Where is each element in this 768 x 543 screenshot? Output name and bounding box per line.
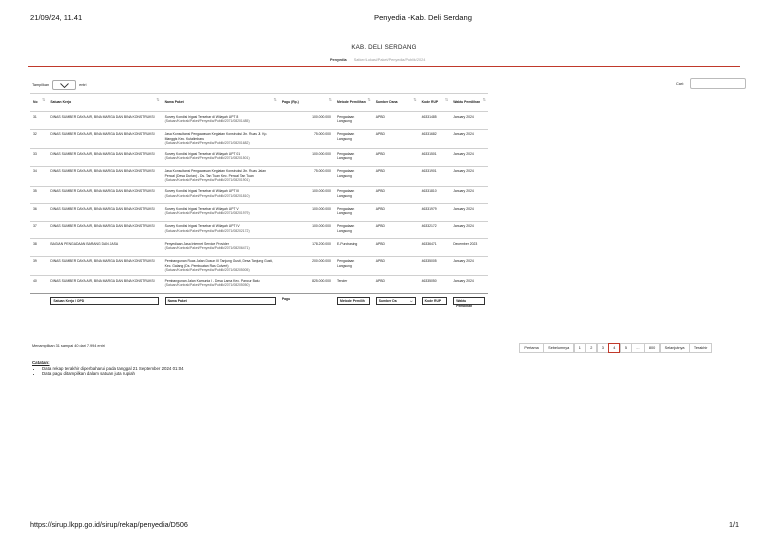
cell-metode	[334, 166, 373, 186]
cell-waktu	[450, 256, 488, 276]
sort-icon: ⇅	[413, 97, 417, 102]
cell-sumber	[373, 276, 419, 294]
package-path: (Satuan/Kontrak/Paket/Penyedia/Publik/2071/08201901)	[164, 178, 250, 183]
cell-no	[30, 276, 47, 294]
package-path: (Satuan/Kontrak/Paket/Penyedia/Publik/2071/08205050)	[164, 283, 250, 288]
cell-metode	[334, 239, 373, 257]
filter-label: Kode RUP	[424, 299, 442, 304]
cell-text[interactable]: Pembangunan Ruas Jalan Dusun III Tanjung Gusti, Desa Tanjung Gusti, Kec. Galang (Ds. Pembuatan Ras Culvert)	[164, 259, 274, 268]
filter-input[interactable]	[282, 297, 290, 301]
cell-metode	[334, 221, 373, 239]
filter-cell	[279, 293, 334, 308]
cell-text[interactable]: Survey Kondisi Irigasi Tersebar di Wilayah UPT 01	[164, 151, 241, 156]
cell-text: APBD	[375, 132, 385, 136]
filter-input[interactable]	[337, 297, 370, 305]
cell-text: 100.000.000	[312, 114, 331, 119]
page-button[interactable]: Pertama	[519, 343, 543, 353]
cell-text: 46331682	[421, 132, 437, 136]
column-header-label: Kode RUP	[421, 100, 439, 105]
cell-paket	[162, 129, 279, 149]
cell-text: 46335005	[421, 259, 437, 264]
cell-text: 34	[33, 169, 37, 174]
cell-text: APBD	[375, 151, 385, 156]
column-header-label: Sumber Dana	[375, 100, 398, 105]
page-button[interactable]: 1	[574, 343, 586, 353]
filter-cell	[162, 293, 279, 308]
column-header[interactable]	[334, 94, 373, 112]
cell-pagu	[279, 221, 334, 239]
breadcrumb	[330, 58, 425, 62]
cell-satker	[47, 186, 161, 204]
filter-cell	[47, 293, 161, 308]
cell-text: DINAS SUMBER DAYA AIR, BINA MARGA DAN BINA KONSTRUKSI	[50, 224, 155, 229]
cell-text: 46336471	[421, 241, 437, 246]
column-header-label: Satuan Kerja	[50, 100, 72, 105]
package-path: (Satuan/Kontrak/Paket/Penyedia/Publik/2071/08201979)	[164, 211, 250, 216]
cell-text: 46331979	[421, 206, 437, 211]
column-header-label: No	[33, 100, 38, 105]
table-info: Menampilkan 31 sampai 40 dari 7.994 entri	[32, 344, 105, 348]
cell-pagu	[279, 276, 334, 294]
package-path: (Satuan/Kontrak/Paket/Penyedia/Publik/2071/08201501)	[164, 156, 250, 161]
breadcrumb-path: Satker/Lokasi/Paket/Penyedia/Publik/2024	[353, 58, 426, 62]
print-url: https://sirup.lkpp.go.id/sirup/rekap/penyedia/D506	[30, 520, 188, 529]
cell-text: 178.200.000	[312, 241, 331, 246]
chevron-down-icon: ⌵	[410, 299, 413, 304]
cell-text: APBD	[375, 189, 385, 194]
cell-text: 35	[33, 189, 37, 194]
cell-text: DINAS SUMBER DAYA AIR, BINA MARGA DAN BINA KONSTRUKSI	[50, 259, 155, 264]
chevron-down-icon	[60, 83, 69, 88]
filter-input[interactable]	[422, 297, 448, 305]
length-control	[32, 80, 86, 90]
cell-pagu	[279, 149, 334, 167]
column-header[interactable]	[279, 94, 334, 112]
cell-no	[30, 186, 47, 204]
cell-kode	[419, 256, 451, 276]
page-button[interactable]: Terakhir	[689, 343, 713, 353]
cell-text: January 2024	[453, 169, 474, 174]
table-row	[30, 129, 488, 149]
table-row	[30, 221, 488, 239]
cell-satker	[47, 166, 161, 186]
column-header[interactable]	[450, 94, 488, 112]
cell-satker	[47, 239, 161, 257]
cell-waktu	[450, 186, 488, 204]
cell-text: January 2024	[453, 151, 474, 156]
cell-sumber	[373, 129, 419, 149]
cell-no	[30, 221, 47, 239]
table-row	[30, 204, 488, 222]
cell-text: 38	[33, 241, 37, 246]
entries-label: entri	[79, 83, 87, 87]
cell-text: Pengadaan Langsung	[336, 114, 355, 124]
cell-text[interactable]: Jasa Konsultansi Pengawasan Kegiatan Konstruksi Jln. Ruas Jalan Pencal (Desa Durian) - Ds. Tan Tuan Kec. Pencal Tan Tuan	[164, 169, 266, 178]
sort-icon: ⇅	[482, 97, 486, 102]
cell-metode	[334, 129, 373, 149]
show-label: Tampilkan	[32, 83, 50, 87]
cell-text[interactable]: Survey Kondisi Irigasi Tersebar di Wilayah UPT III	[164, 189, 240, 194]
cell-waktu	[450, 149, 488, 167]
cell-text: BAGIAN PENGADAAN BARANG DAN JASA	[50, 241, 119, 246]
cell-pagu	[279, 256, 334, 276]
column-header[interactable]	[47, 94, 161, 112]
column-header-label: Metode Pemilihan	[336, 100, 366, 105]
cell-text: December 2023	[453, 241, 478, 246]
cell-waktu	[450, 221, 488, 239]
notes	[32, 360, 184, 376]
cell-text: Pengadaan Langsung	[336, 169, 355, 178]
cell-text[interactable]: Pembangunan Jalan Kamunia I - Desa Lama Kec. Pancur Batu	[164, 278, 260, 283]
filter-cell	[334, 293, 373, 308]
cell-text[interactable]: Survey Kondisi Irigasi Tersebar di Wilayah UPT IV	[164, 224, 240, 229]
cell-waktu	[450, 204, 488, 222]
table-row	[30, 112, 488, 130]
cell-text: DINAS SUMBER DAYA AIR, BINA MARGA DAN BINA KONSTRUKSI	[50, 151, 155, 156]
cell-text: 46335050	[421, 278, 437, 283]
cell-text: APBD	[375, 224, 385, 229]
cell-text: January 2024	[453, 224, 474, 229]
table-row	[30, 256, 488, 276]
cell-text: DINAS SUMBER DAYA AIR, BINA MARGA DAN BINA KONSTRUKSI	[50, 169, 155, 174]
entries-select[interactable]	[52, 80, 76, 90]
search-label: Cari:	[676, 81, 685, 86]
cell-kode	[419, 239, 451, 257]
cell-sumber	[373, 186, 419, 204]
cell-text: 46331485	[421, 114, 437, 119]
sort-icon: ⇅	[328, 97, 332, 102]
cell-text: Pengadaan Langsung	[336, 132, 355, 141]
column-header-label: Nama Paket	[164, 100, 184, 105]
cell-text: 825.000.000	[312, 278, 331, 283]
cell-pagu	[279, 204, 334, 222]
cell-text: 46332172	[421, 224, 437, 229]
cell-text: APBD	[375, 169, 385, 174]
cell-metode	[334, 276, 373, 294]
package-path: (Satuan/Kontrak/Paket/Penyedia/Publik/2071/08206471)	[164, 246, 250, 251]
cell-text: APBD	[375, 278, 385, 283]
filter-label: Nama Paket	[167, 299, 187, 304]
cell-sumber	[373, 149, 419, 167]
filter-select[interactable]	[376, 297, 416, 305]
cell-no	[30, 112, 47, 130]
column-header[interactable]	[30, 94, 47, 112]
cell-text: APBD	[375, 259, 385, 264]
cell-text: 39	[33, 259, 37, 264]
cell-text: 100.000.000	[312, 206, 331, 211]
cell-metode	[334, 112, 373, 130]
cell-waktu	[450, 276, 488, 294]
cell-no	[30, 149, 47, 167]
cell-paket	[162, 204, 279, 222]
cell-waktu	[450, 239, 488, 257]
filter-cell	[450, 293, 488, 308]
cell-text: 75.000.000	[313, 169, 331, 174]
cell-text: APBD	[375, 206, 385, 211]
cell-text: DINAS SUMBER DAYA AIR, BINA MARGA DAN BINA KONSTRUKSI	[50, 114, 155, 119]
cell-paket	[162, 276, 279, 294]
filter-cell-empty	[30, 293, 47, 308]
cell-kode	[419, 129, 451, 149]
page-title: KAB. DELI SERDANG	[351, 44, 417, 51]
cell-paket	[162, 149, 279, 167]
cell-sumber	[373, 256, 419, 276]
cell-text: January 2024	[453, 206, 474, 211]
cell-satker	[47, 204, 161, 222]
cell-satker	[47, 149, 161, 167]
cell-text: Pengadaan Langsung	[336, 206, 355, 216]
cell-text: 36	[33, 206, 37, 211]
search-control	[676, 78, 746, 89]
cell-text[interactable]: Survey Kondisi Irigasi Tersebar di Wilayah UPT 8	[164, 114, 239, 119]
cell-text[interactable]: Survey Kondisi Irigasi Tersebar di Wilayah UPT V	[164, 206, 239, 211]
cell-text: 31	[33, 114, 37, 119]
note-item: • Data rekap terakhir diperbaharui pada tanggal 21 September 2024 01:04	[42, 366, 184, 371]
filter-input[interactable]	[165, 297, 276, 305]
cell-no	[30, 239, 47, 257]
print-page-title: Penyedia -Kab. Deli Serdang	[374, 13, 472, 22]
package-path: (Satuan/Kontrak/Paket/Penyedia/Publik/2071/08205005)	[164, 268, 250, 273]
column-header[interactable]	[162, 94, 279, 112]
cell-kode	[419, 149, 451, 167]
column-header[interactable]	[373, 94, 419, 112]
filter-label: Sumber Da	[378, 299, 397, 304]
print-datetime: 21/09/24, 11.41	[30, 13, 83, 22]
cell-text: 100.000.000	[312, 189, 331, 194]
cell-text: 46331501	[421, 151, 437, 156]
page-button[interactable]: 5	[620, 343, 632, 353]
data-table	[30, 93, 488, 308]
filter-label: Metode Pemilih	[339, 299, 365, 304]
cell-sumber	[373, 221, 419, 239]
cell-pagu	[279, 186, 334, 204]
column-header[interactable]	[419, 94, 451, 112]
cell-waktu	[450, 112, 488, 130]
cell-satker	[47, 256, 161, 276]
print-page-number: 1/1	[729, 520, 739, 529]
sort-icon: ⇅	[367, 97, 371, 102]
filter-input[interactable]	[50, 297, 158, 305]
page-button[interactable]: 2	[585, 343, 597, 353]
cell-pagu	[279, 129, 334, 149]
cell-text: 33	[33, 151, 37, 156]
cell-satker	[47, 112, 161, 130]
cell-text: January 2024	[453, 259, 474, 264]
page-button[interactable]: Sebelumnya	[543, 343, 574, 353]
column-header-label: Waktu Pemilihan	[453, 100, 481, 105]
search-input[interactable]	[690, 78, 746, 89]
sort-icon: ⇅	[444, 97, 449, 102]
cell-paket	[162, 256, 279, 276]
package-path: (Satuan/Kontrak/Paket/Penyedia/Publik/2071/08201485)	[164, 119, 250, 124]
page-button[interactable]: 4	[608, 343, 620, 353]
cell-text[interactable]: Jasa Konsultansi Pengawasan Kegiatan Konstruksi Jln. Ruas Jl. Kp. Manggis Kec. Kutalimbaru	[164, 132, 268, 141]
cell-text: E-Purchasing	[336, 241, 358, 246]
filter-label: Pagu	[281, 296, 291, 301]
cell-satker	[47, 221, 161, 239]
table-row	[30, 149, 488, 167]
cell-no	[30, 129, 47, 149]
cell-waktu	[450, 129, 488, 149]
cell-text: January 2024	[453, 114, 474, 119]
cell-text: Pengadaan Langsung	[336, 189, 355, 198]
cell-paket	[162, 112, 279, 130]
breadcrumb-penyedia[interactable]: Penyedia	[330, 58, 347, 62]
table-row	[30, 166, 488, 186]
cell-pagu	[279, 239, 334, 257]
cell-metode	[334, 149, 373, 167]
cell-paket	[162, 239, 279, 257]
cell-text: Tender	[336, 278, 348, 283]
cell-text: 40	[33, 278, 37, 283]
cell-text: 75.000.000	[313, 132, 331, 136]
cell-text: Pengadaan Langsung	[336, 259, 355, 268]
table-row	[30, 186, 488, 204]
cell-waktu	[450, 166, 488, 186]
page-button: ...	[631, 343, 644, 353]
cell-no	[30, 204, 47, 222]
sort-icon: ⇅	[156, 97, 160, 102]
pagination	[520, 343, 712, 353]
cell-text[interactable]: Penyediaan Jasa Internet Service Provider	[164, 241, 229, 246]
cell-sumber	[373, 239, 419, 257]
filter-input[interactable]	[453, 297, 485, 308]
note-item: • Data pagu ditampilkan dalam satuan juta rupiah	[42, 371, 184, 376]
filter-cell	[419, 293, 451, 308]
cell-sumber	[373, 112, 419, 130]
cell-kode	[419, 186, 451, 204]
table-row	[30, 276, 488, 294]
cell-paket	[162, 221, 279, 239]
cell-pagu	[279, 166, 334, 186]
cell-text: January 2024	[453, 132, 474, 136]
cell-text: January 2024	[453, 278, 474, 283]
cell-text: DINAS SUMBER DAYA AIR, BINA MARGA DAN BINA KONSTRUKSI	[50, 132, 155, 136]
cell-kode	[419, 204, 451, 222]
cell-sumber	[373, 204, 419, 222]
cell-text: APBD	[375, 114, 385, 119]
cell-metode	[334, 256, 373, 276]
page-button[interactable]: Selanjutnya	[660, 343, 690, 353]
filter-label: Satuan Kerja / OPD	[53, 299, 85, 304]
sort-icon: ⇅	[273, 97, 277, 102]
cell-text: 46331901	[421, 169, 437, 174]
cell-text: 200.000.000	[312, 259, 331, 264]
page-button[interactable]: 800	[644, 343, 660, 353]
cell-text: 37	[33, 224, 37, 229]
cell-metode	[334, 204, 373, 222]
filter-label: Waktu Pemilihan	[456, 299, 473, 308]
divider	[28, 66, 740, 67]
cell-paket	[162, 186, 279, 204]
cell-metode	[334, 186, 373, 204]
cell-text: Pengadaan Langsung	[336, 151, 355, 161]
cell-text: DINAS SUMBER DAYA AIR, BINA MARGA DAN BINA KONSTRUKSI	[50, 189, 155, 194]
cell-satker	[47, 276, 161, 294]
cell-text: 100.000.000	[312, 151, 331, 156]
package-path: (Satuan/Kontrak/Paket/Penyedia/Publik/2071/08202172)	[164, 228, 250, 233]
column-header-label: Pagu (Rp.)	[281, 100, 299, 105]
cell-kode	[419, 221, 451, 239]
package-path: (Satuan/Kontrak/Paket/Penyedia/Publik/2071/08201682)	[164, 141, 250, 146]
table-row	[30, 239, 488, 257]
filter-cell	[373, 293, 419, 308]
cell-sumber	[373, 166, 419, 186]
cell-kode	[419, 112, 451, 130]
cell-text: APBD	[375, 241, 385, 246]
cell-text: 32	[33, 132, 37, 136]
cell-text: Pengadaan Langsung	[336, 224, 355, 233]
cell-text: January 2024	[453, 189, 474, 194]
cell-text: DINAS SUMBER DAYA AIR, BINA MARGA DAN BINA KONSTRUKSI	[50, 206, 155, 211]
cell-paket	[162, 166, 279, 186]
cell-pagu	[279, 112, 334, 130]
cell-text: DINAS SUMBER DAYA AIR, BINA MARGA DAN BINA KONSTRUKSI	[50, 278, 155, 283]
cell-no	[30, 166, 47, 186]
cell-satker	[47, 129, 161, 149]
sort-icon: ⇅	[41, 97, 46, 102]
page-button[interactable]: 3	[597, 343, 609, 353]
cell-text: 46331810	[421, 189, 437, 194]
cell-kode	[419, 166, 451, 186]
notes-title: Catatan:	[32, 360, 50, 365]
cell-no	[30, 256, 47, 276]
package-path: (Satuan/Kontrak/Paket/Penyedia/Publik/2071/08201810)	[164, 193, 250, 198]
cell-text: 100.000.000	[312, 224, 331, 229]
cell-kode	[419, 276, 451, 294]
